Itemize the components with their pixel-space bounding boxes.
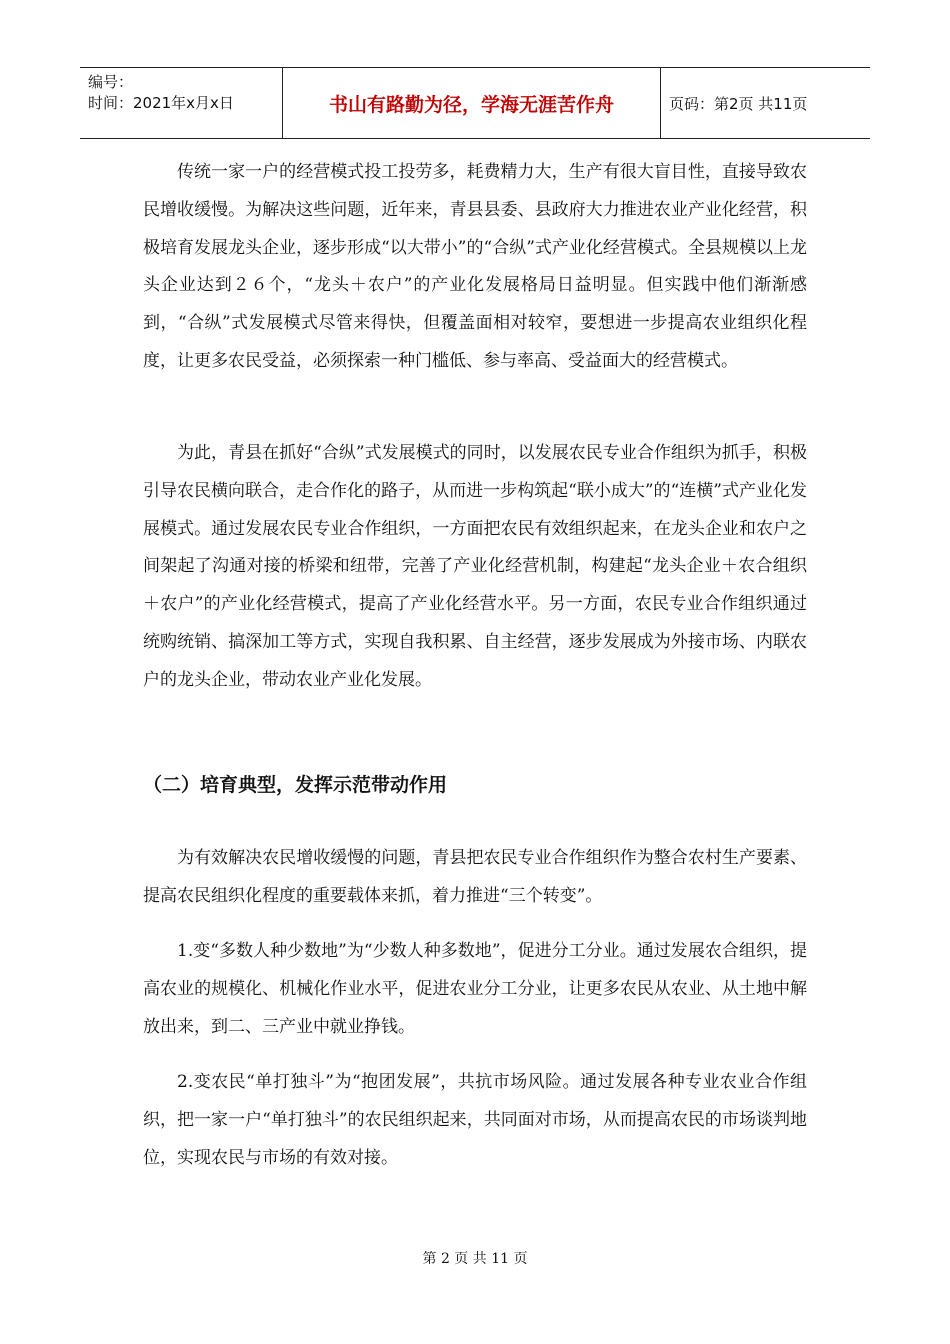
paragraph-5: 2.变农民“单打独斗”为“抱团发展”，共抗市场风险。通过发展各种专业农业合作组织，把一家一户“单打独斗”的农民组织起来，共同面对市场，从而提高农民的市场谈判地位，实现农民与市场的有效对接。 [143,1072,807,1168]
paragraph-3: 为有效解决农民增收缓慢的问题，青县把农民专业合作组织作为整合农村生产要素、提高农民组织化程度的重要载体来抓，着力推进“三个转变”。 [143,848,807,906]
header-meta [80,68,283,138]
paragraph-4-block [143,933,807,1046]
date-label: 时间：2021年x月x日 [88,94,234,112]
paragraph-2: 为此，青县在抓好“合纵”式发展模式的同时，以发展农民专业合作组织为抓手，积极引导农民横向联合，走合作化的路子，从而进一步构筑起“联小成大”的“连横”式产业化发展模式。通过发展农民专业合作组织，一方面把农民有效组织起来，在龙头企业和农户之间架起了沟通对接的桥梁和纽带，完善了产业化经营机制，构建起“龙头企业＋农合组织＋农户”的产业化经营模式，提高了产业化经营水平。另一方面，农民专业合作组织通过统购统销、搞深加工等方式，实现自我积累、自主经营，逐步发展成为外接市场、内联农户的龙头企业，带动农业产业化发展。 [143,443,807,690]
header-page-info: 页码：第2页 共11页 [669,94,808,113]
paragraph-5-block [143,1064,807,1177]
code-label: 编号： [88,73,134,91]
page-header [80,67,870,139]
paragraph-1: 传统一家一户的经营模式投工投劳多，耗费精力大，生产有很大盲目性，直接导致农民增收缓慢。为解决这些问题，近年来，青县县委、县政府大力推进农业产业化经营，积极培育发展龙头企业，逐步形成“以大带小”的“合纵”式产业化经营模式。全县规模以上龙头企业达到２６个，“龙头＋农户”的产业化发展格局日益明显。但实践中他们渐渐感到，“合纵”式发展模式尽管来得快，但覆盖面相对较窄，要想进一步提高农业组织化程度，让更多农民受益，必须探索一种门槛低、参与率高、受益面大的经营模式。 [143,162,807,371]
paragraph-4: 1.变“多数人种少数地”为“少数人种多数地”，促进分工分业。通过发展农合组织，提高农业的规模化、机械化作业水平，促进农业分工分业，让更多农民从农业、从土地中解放出来，到二、三产业中就业挣钱。 [143,941,807,1037]
paragraph-2-block [143,435,807,700]
paragraph-1-block [143,154,807,381]
section-heading: （二）培育典型，发挥示范带动作用 [143,774,448,796]
header-motto: 书山有路勤为径，学海无涯苦作舟 [283,68,661,138]
page-footer: 第 2 页 共 11 页 [422,1251,528,1267]
paragraph-3-block [143,840,807,916]
